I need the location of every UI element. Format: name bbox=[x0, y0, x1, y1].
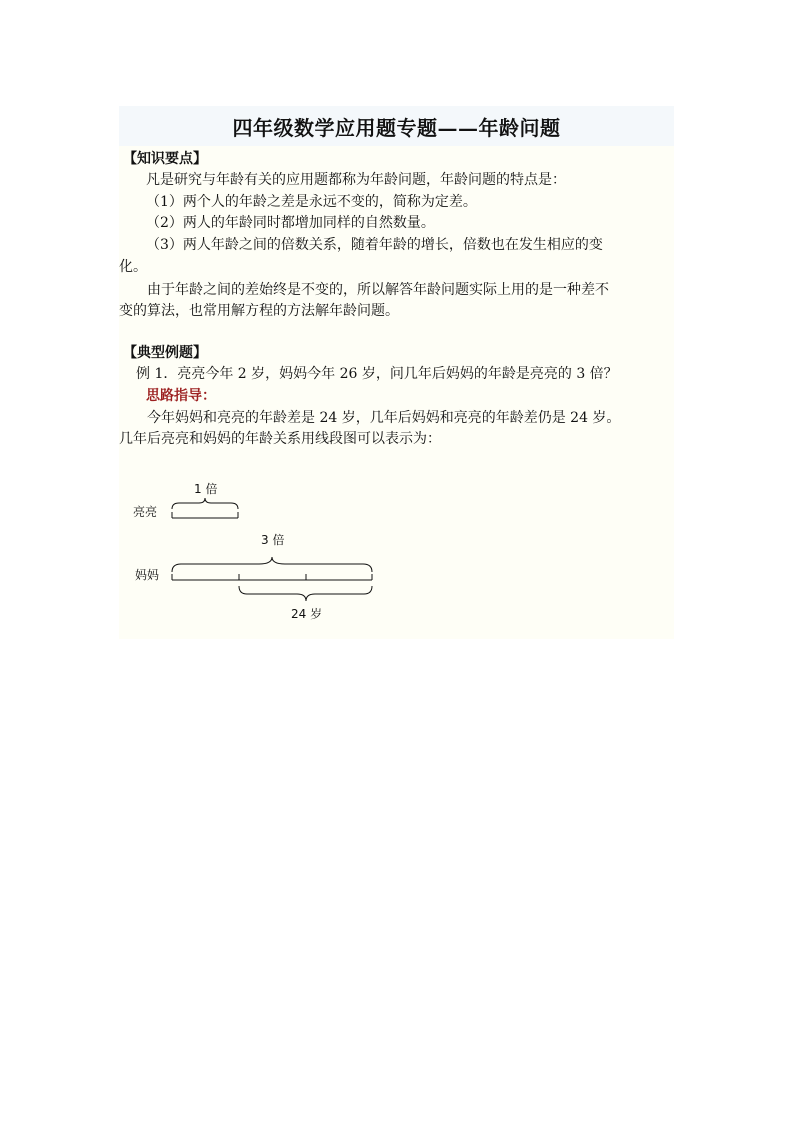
knowledge-point-2: （2）两人的年龄同时都增加同样的自然数量。 bbox=[146, 215, 435, 231]
examples-heading: 【典型例题】 bbox=[123, 345, 207, 361]
hint-label: 思路指导： bbox=[146, 388, 216, 404]
mama-label: 妈妈 bbox=[135, 568, 160, 582]
knowledge-point-3-line-1: （3）两人年龄之间的倍数关系，随着年龄的增长，倍数也在发生相应的变 bbox=[146, 237, 603, 253]
three-times-brace bbox=[172, 557, 372, 572]
liangliang-label: 亮亮 bbox=[133, 505, 158, 519]
example-1-explain-line-1: 今年妈妈和亮亮的年龄差是 24 岁，几年后妈妈和亮亮的年龄差仍是 24 岁。 bbox=[147, 410, 621, 426]
one-times-brace bbox=[172, 498, 238, 509]
knowledge-intro: 凡是研究与年龄有关的应用题都称为年龄问题，年龄问题的特点是： bbox=[146, 172, 566, 188]
difference-label: 24 岁 bbox=[291, 607, 323, 621]
knowledge-point-1: （1）两个人的年龄之差是永远不变的，简称为定差。 bbox=[146, 194, 477, 210]
knowledge-heading: 【知识要点】 bbox=[123, 151, 207, 167]
one-times-label: 1 倍 bbox=[194, 482, 218, 496]
example-1-explain-line-2: 几年后亮亮和妈妈的年龄关系用线段图可以表示为： bbox=[119, 431, 441, 447]
document-page bbox=[119, 106, 674, 639]
line-segment-diagram bbox=[119, 476, 409, 636]
title-bar bbox=[119, 106, 674, 146]
example-1-question: 例 1．亮亮今年 2 岁，妈妈今年 26 岁，问几年后妈妈的年龄是亮亮的 3 倍？ bbox=[136, 366, 618, 382]
difference-brace bbox=[239, 586, 372, 601]
knowledge-summary-line-2: 变的算法，也常用解方程的方法解年龄问题。 bbox=[119, 303, 399, 319]
knowledge-summary-line-1: 由于年龄之间的差始终是不变的，所以解答年龄问题实际上用的是一种差不 bbox=[147, 282, 609, 298]
page-title: 四年级数学应用题专题——年龄问题 bbox=[232, 116, 561, 140]
three-times-label: 3 倍 bbox=[261, 533, 285, 547]
knowledge-point-3-line-2: 化。 bbox=[119, 259, 147, 275]
